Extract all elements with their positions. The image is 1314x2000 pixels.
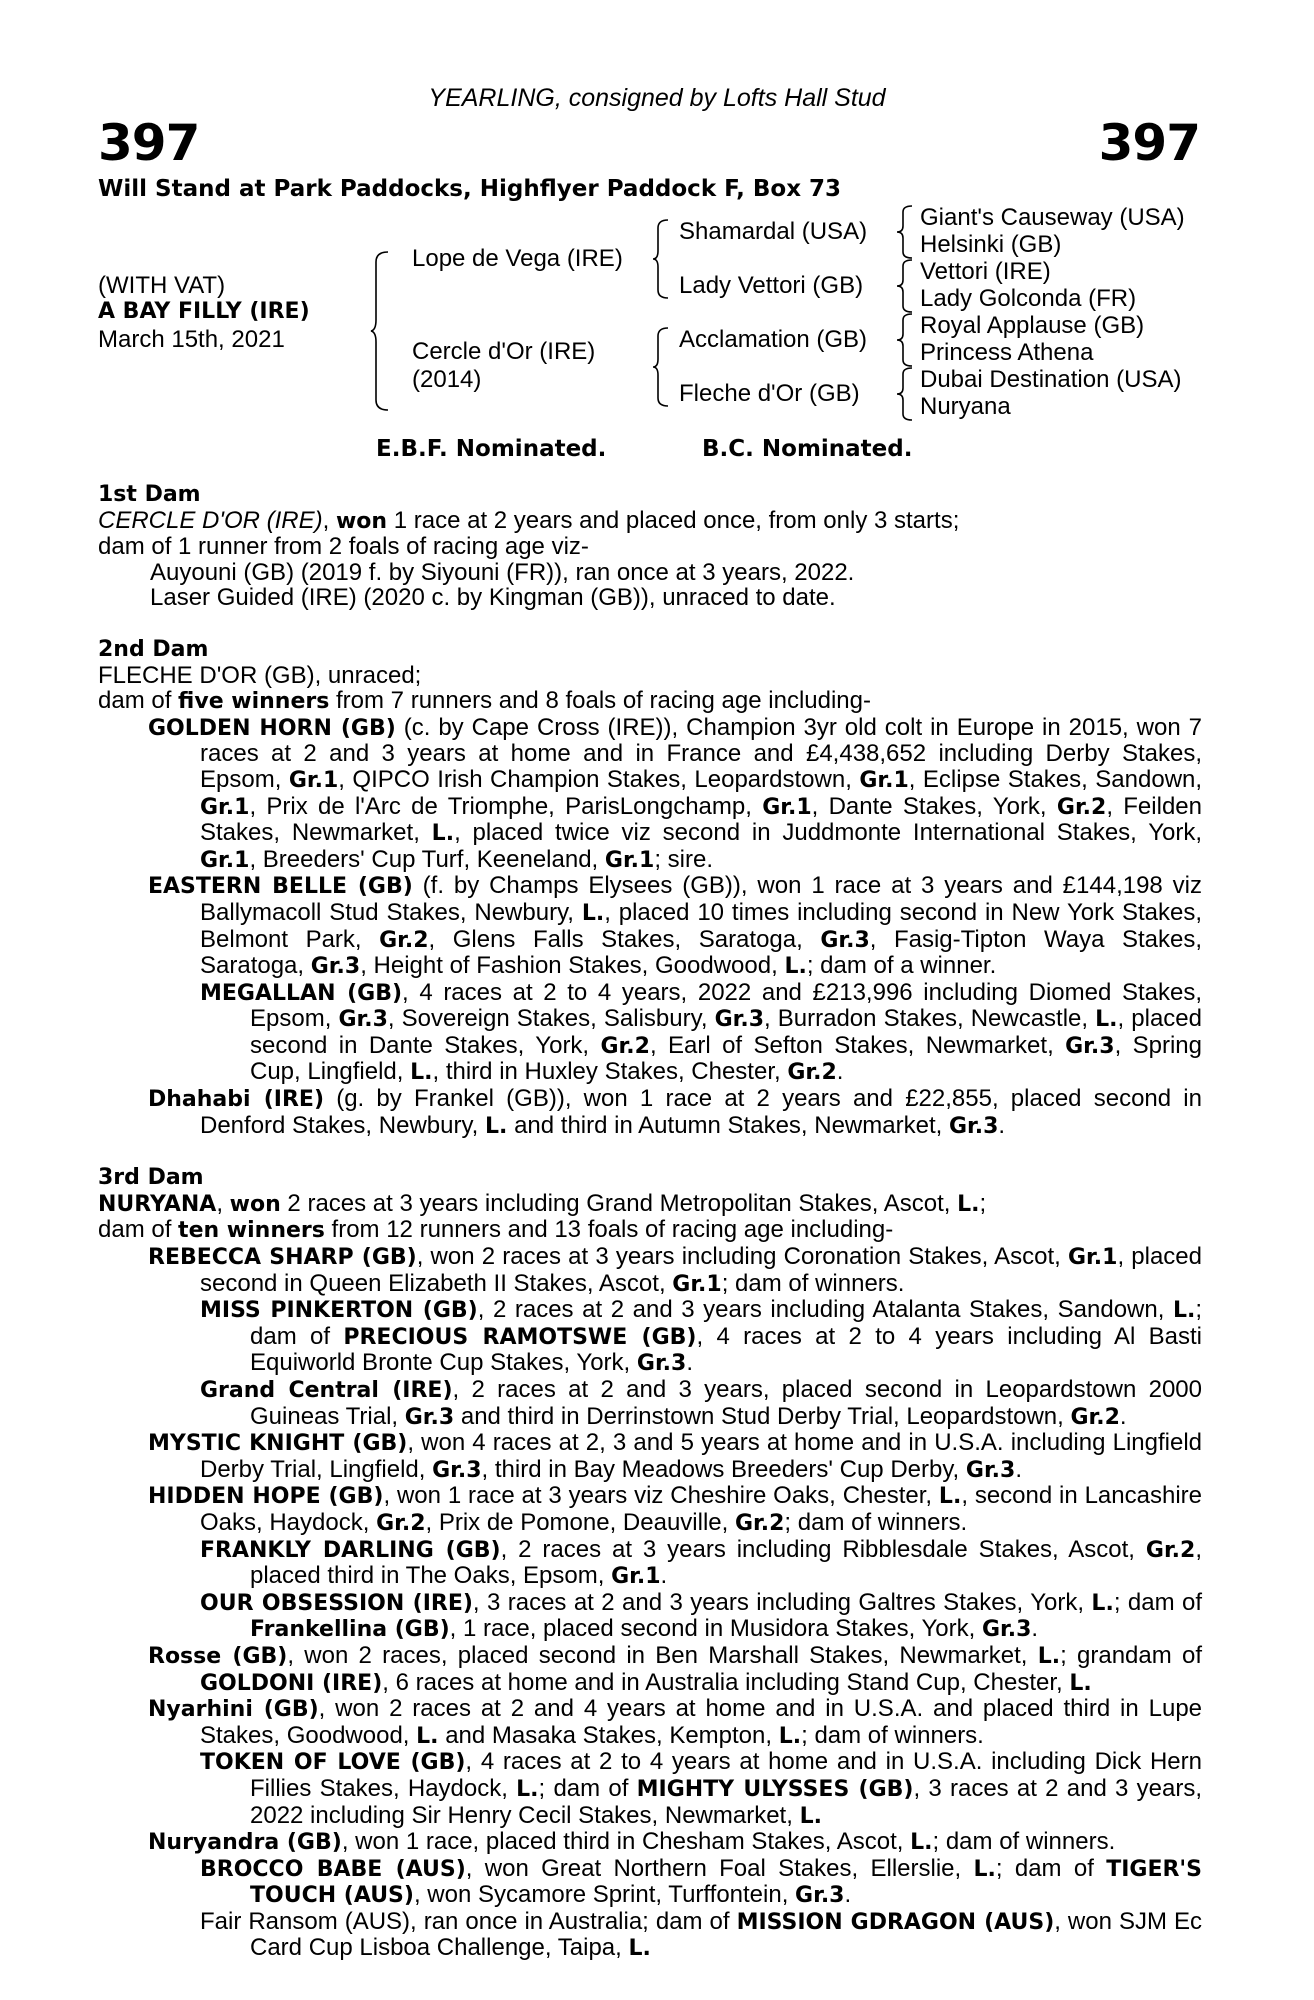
- entry-nuryandra: Nuryandra (GB), won 1 race, placed third in Chesham Stakes, Ascot, L.; dam of winners.: [148, 1828, 1116, 1856]
- dam-year: (2014): [412, 366, 482, 393]
- list-item: Laser Guided (IRE) (2020 c. by Kingman (GB)), unraced to date.: [150, 584, 836, 612]
- second-dam-section: 2nd Dam FLECHE D'OR (GB), unraced; dam of five winners from 7 runners and 8 foals of racing age including- GOLDEN HORN (GB) (c. by Cape Cross (IRE)), Champion 3yr old colt in Europe in 2015, won 7 races at 2 and 3 years at home and in France and £4,438,652 including Derby Stakes, Epsom, Gr.1, QIPCO Irish Champion Stakes, Leopardstown, Gr.1, Eclipse Stakes, Sandown, Gr.1, Prix de l'Arc de Triomphe, ParisLongchamp, Gr.1, Dante Stakes, York, Gr.2, Feilden Stakes, Newmarket, L., placed twice viz second in Juddmonte International Stakes, York, Gr.1, Breeders' Cup Turf, Keeneland, Gr.1; sire. EASTERN BELLE (GB) (f. by Champs Elysees (GB)), won 1 race at 3 years and £144,198 viz Ballymacoll Stud Stakes, Newbury, L., placed 10 times including second in New York Stakes, Belmont Park, Gr.2, Glens Falls Stakes, Saratoga, Gr.3, Fasig-Tipton Waya Stakes, Saratoga, Gr.3, Height of Fashion Stakes, Goodwood, L.; dam of a winner. MEGALLAN (GB), 4 races at 2 to 4 years, 2022 and £213,996 including Diomed Stakes, Epsom, Gr.3, Sovereign Stakes, Salisbury, Gr.3, Burradon Stakes, Newcastle, L., placed second in Dante Stakes, York, Gr.2, Earl of Sefton Stakes, Newmarket, Gr.3, Spring Cup, Lingfield, L., third in Huxley Stakes, Chester, Gr.2. Dhahabi (IRE) (g. by Frankel (GB)), won 1 race at 2 years and £22,855, placed second in Denford Stakes, Newbury, L. and third in Autumn Stakes, Newmarket, Gr.3.: [98, 636, 1203, 1139]
- third-dam-section: 3rd Dam NURYANA, won 2 races at 3 years including Grand Metropolitan Stakes, Ascot, L.; dam of ten winners from 12 runners and 13 foals of racing age including- REBECCA SHARP (GB), won 2 races at 3 years including Coronation Stakes, Ascot, Gr.1, placed second in Queen Elizabeth II Stakes, Ascot, Gr.1; dam of winners. MISS PINKERTON (GB), 2 races at 2 and 3 years including Atalanta Stakes, Sandown, L.; dam of PRECIOUS RAMOTSWE (GB), 4 races at 2 to 4 years including Al Basti Equiworld Bronte Cup Stakes, York, Gr.3. Grand Central (IRE), 2 races at 2 and 3 years, placed second in Leopardstown 2000 Guineas Trial, Gr.3 and third in Derrinstown Stud Derby Trial, Leopardstown, Gr.2. MYSTIC KNIGHT (GB), won 4 races at 2, 3 and 5 years at home and in U.S.A. including Lingfield Derby Trial, Lingfield, Gr.3, third in Bay Meadows Breeders' Cup Derby, Gr.3. HIDDEN HOPE (GB), won 1 race at 3 years viz Cheshire Oaks, Chester, L., second in Lancashire Oaks, Haydock, Gr.2, Prix de Pomone, Deauville, Gr.2; dam of winners. FRANKLY DARLING (GB), 2 races at 3 years including Ribblesdale Stakes, Ascot, Gr.2, placed third in The Oaks, Epsom, Gr.1. OUR OBSESSION (IRE), 3 races at 2 and 3 years including Galtres Stakes, York, L.; dam of Frankellina (GB), 1 race, placed second in Musidora Stakes, York, Gr.3. Rosse (GB), won 2 races, placed second in Ben Marshall Stakes, Newmarket, L.; grandam of GOLDONI (IRE), 6 races at home and in Australia including Stand Cup, Chester, L. Nyarhini (GB), won 2 races at 2 and 4 years at home and in U.S.A. and placed third in Lupe Stakes, Goodwood, L. and Masaka Stakes, Kempton, L.; dam of winners. TOKEN OF LOVE (GB), 4 races at 2 to 4 years at home and in U.S.A. including Dick Hern Fillies Stakes, Haydock, L.; dam of MIGHTY ULYSSES (GB), 3 races at 2 and 3 years, 2022 including Sir Henry Cecil Stakes, Newmarket, L. Nuryandra (GB), won 1 race, placed third in Chesham Stakes, Ascot, L.; dam of winners. BROCCO BABE (AUS), won Great Northern Foal Stakes, Ellerslie, L.; dam of TIGER'S TOUCH (AUS), won Sycamore Sprint, Turffontein, Gr.3. Fair Ransom (AUS), ran once in Australia; dam of MISSION GDRAGON (AUS), won SJM Ec Card Cup Lisboa Challenge, Taipa, L.: [98, 1165, 1203, 1962]
- entry-eastern-belle: EASTERN BELLE (GB) (f. by Champs Elysees (GB)), won 1 race at 3 years and £144,198 viz Ballymacoll Stud Stakes, Newbury, L., placed 10 times including second in New York Stakes, Belmont Park, Gr.2, Glens Falls Stakes, Saratoga, Gr.3, Fasig-Tipton Waya Stakes, Saratoga, Gr.3, Height of Fashion Stakes, Goodwood, L.; dam of a winner.: [148, 872, 1203, 980]
- sire-sire: Shamardal (USA): [679, 218, 868, 245]
- entry-our-obsession: OUR OBSESSION (IRE), 3 races at 2 and 3 years including Galtres Stakes, York, L.; dam of Frankellina (GB), 1 race, placed second in Musidora Stakes, York, Gr.3.: [200, 1588, 1202, 1643]
- entry-grand-central: Grand Central (IRE), 2 races at 2 and 3 years, placed second in Leopardstown 2000 Guineas Trial, Gr.3 and third in Derrinstown Stud Derby Trial, Leopardstown, Gr.2.: [200, 1376, 1202, 1430]
- entry-rebecca-sharp: REBECCA SHARP (GB), won 2 races at 3 years including Coronation Stakes, Ascot, Gr.1, placed second in Queen Elizabeth II Stakes, Ascot, Gr.1; dam of winners.: [148, 1243, 1203, 1297]
- list-item: Auyouni (GB) (2019 f. by Siyouni (FR)), ran once at 3 years, 2022.: [150, 558, 855, 586]
- first-dam-heading: 1st Dam: [98, 482, 201, 507]
- lot-number-left: 397: [98, 114, 200, 172]
- foaling-date: March 15th, 2021: [98, 326, 285, 353]
- brace-dam: [652, 326, 670, 408]
- horse-name: A BAY FILLY (IRE): [98, 299, 310, 324]
- brace-g3-1: [896, 204, 914, 260]
- gen3-5: Royal Applause (GB): [920, 312, 1145, 339]
- entry-hidden-hope: HIDDEN HOPE (GB), won 1 race at 3 years viz Cheshire Oaks, Chester, L., second in Lancashire Oaks, Haydock, Gr.2, Prix de Pomone, Deauville, Gr.2; dam of winners.: [148, 1482, 1202, 1536]
- gen3-6: Princess Athena: [920, 339, 1094, 366]
- brace-g3-4: [896, 366, 914, 422]
- bc-nominated: B.C. Nominated.: [702, 436, 913, 462]
- entry-dhahabi: Dhahabi (IRE) (g. by Frankel (GB)), won 1 race at 2 years and £22,855, placed second in Denford Stakes, Newbury, L. and third in Autumn Stakes, Newmarket, Gr.3.: [148, 1085, 1202, 1139]
- third-dam-heading: 3rd Dam: [98, 1165, 204, 1191]
- vat-note: (WITH VAT): [98, 272, 226, 299]
- consignment-line: YEARLING, consigned by Lofts Hall Stud: [428, 84, 886, 112]
- second-dam-heading: 2nd Dam: [98, 636, 209, 662]
- dam-sire: Acclamation (GB): [679, 326, 868, 353]
- entry-fair-ransom: Fair Ransom (AUS), ran once in Australia; dam of MISSION GDRAGON (AUS), won SJM Ec Card Cup Lisboa Challenge, Taipa, L.: [200, 1907, 1202, 1962]
- gen3-4: Lady Golconda (FR): [920, 285, 1137, 312]
- ebf-nominated: E.B.F. Nominated.: [376, 436, 607, 462]
- dam: Cercle d'Or (IRE): [412, 338, 596, 365]
- sire-dam: Lady Vettori (GB): [679, 272, 864, 299]
- first-dam-name: CERCLE D'OR (IRE): [98, 506, 323, 534]
- stand-location: Will Stand at Park Paddocks, Highflyer Paddock F, Box 73: [98, 176, 842, 202]
- first-dam-section: 1st Dam CERCLE D'OR (IRE), won 1 race at 2 years and placed once, from only 3 starts; dam of 1 runner from 2 foals of racing age viz- Auyouni (GB) (2019 f. by Siyouni (FR)), ran once at 3 years, 2022. Laser Guided (IRE) (2020 c. by Kingman (GB)), unraced to date.: [98, 482, 1202, 611]
- brace-horse: [370, 250, 390, 412]
- entry-golden-horn: GOLDEN HORN (GB) (c. by Cape Cross (IRE)), Champion 3yr old colt in Europe in 2015, won 7 races at 2 and 3 years at home and in France and £4,438,652 including Derby Stakes, Epsom, Gr.1, QIPCO Irish Champion Stakes, Leopardstown, Gr.1, Eclipse Stakes, Sandown, Gr.1, Prix de l'Arc de Triomphe, ParisLongchamp, Gr.1, Dante Stakes, York, Gr.2, Feilden Stakes, Newmarket, L., placed twice viz second in Juddmonte International Stakes, York, Gr.1, Breeders' Cup Turf, Keeneland, Gr.1; sire.: [148, 713, 1203, 873]
- entry-frankly-darling: FRANKLY DARLING (GB), 2 races at 3 years including Ribblesdale Stakes, Ascot, Gr.2, placed third in The Oaks, Epsom, Gr.1.: [200, 1535, 1202, 1590]
- lot-number-right: 397: [1098, 114, 1200, 172]
- entry-megallan: MEGALLAN (GB), 4 races at 2 to 4 years, 2022 and £213,996 including Diomed Stakes, Epsom, Gr.3, Sovereign Stakes, Salisbury, Gr.3, Burradon Stakes, Newcastle, L., placed second in Dante Stakes, York, Gr.2, Earl of Sefton Stakes, Newmarket, Gr.3, Spring Cup, Lingfield, L., third in Huxley Stakes, Chester, Gr.2.: [200, 978, 1203, 1086]
- entry-mystic-knight: MYSTIC KNIGHT (GB), won 4 races at 2, 3 and 5 years at home and in U.S.A. including Lingfield Derby Trial, Lingfield, Gr.3, third in Bay Meadows Breeders' Cup Derby, Gr.3.: [148, 1429, 1202, 1483]
- brace-g3-2: [896, 258, 914, 314]
- gen3-2: Helsinki (GB): [920, 231, 1062, 258]
- entry-brocco-babe: BROCCO BABE (AUS), won Great Northern Foal Stakes, Ellerslie, L.; dam of TIGER'S TOUCH (AUS), won Sycamore Sprint, Turffontein, Gr.3.: [200, 1854, 1202, 1909]
- brace-sire: [652, 218, 670, 300]
- brace-g3-3: [896, 312, 914, 368]
- entry-rosse: Rosse (GB), won 2 races, placed second in Ben Marshall Stakes, Newmarket, L.; grandam of GOLDONI (IRE), 6 races at home and in Australia including Stand Cup, Chester, L.: [148, 1641, 1202, 1696]
- entry-nyarhini: Nyarhini (GB), won 2 races at 2 and 4 years at home and in U.S.A. and placed third in Lupe Stakes, Goodwood, L. and Masaka Stakes, Kempton, L.; dam of winners.: [148, 1695, 1203, 1749]
- gen3-8: Nuryana: [920, 393, 1011, 420]
- gen3-3: Vettori (IRE): [920, 258, 1051, 285]
- catalogue-body: [98, 482, 1202, 1962]
- gen3-1: Giant's Causeway (USA): [920, 204, 1185, 231]
- entry-miss-pinkerton: MISS PINKERTON (GB), 2 races at 2 and 3 years including Atalanta Stakes, Sandown, L.; dam of PRECIOUS RAMOTSWE (GB), 4 races at 2 to 4 years including Al Basti Equiworld Bronte Cup Stakes, York, Gr.3.: [200, 1296, 1203, 1377]
- entry-token-of-love: TOKEN OF LOVE (GB), 4 races at 2 to 4 years at home and in U.S.A. including Dick Hern Fillies Stakes, Haydock, L.; dam of MIGHTY ULYSSES (GB), 3 races at 2 and 3 years, 2022 including Sir Henry Cecil Stakes, Newmarket, L.: [200, 1748, 1202, 1829]
- sire: Lope de Vega (IRE): [412, 245, 623, 272]
- dam-dam: Fleche d'Or (GB): [679, 380, 860, 407]
- second-dam-name: FLECHE D'OR (GB), unraced;: [98, 661, 422, 689]
- first-dam-produce-summary: dam of 1 runner from 2 foals of racing age viz-: [98, 533, 589, 561]
- third-dam-name: NURYANA: [98, 1191, 217, 1217]
- gen3-7: Dubai Destination (USA): [920, 366, 1182, 393]
